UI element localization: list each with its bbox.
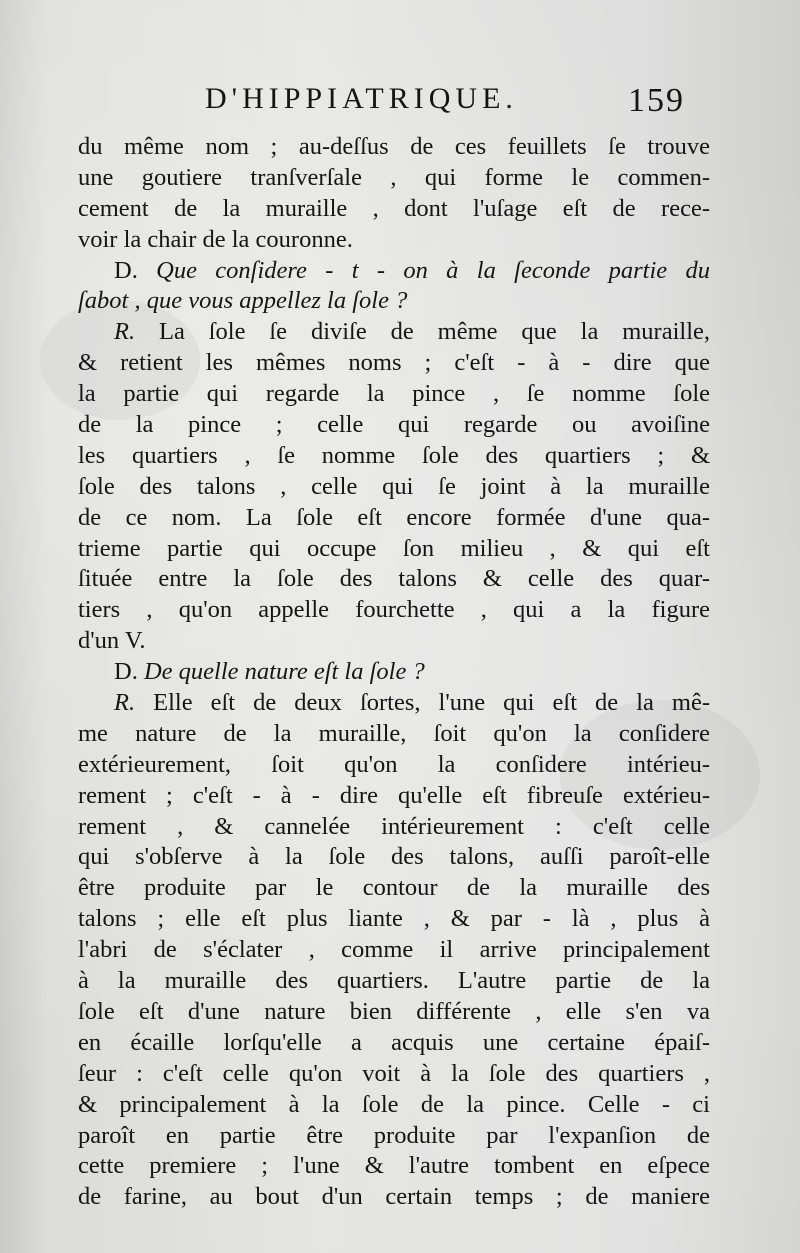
line-text: du même nom ; au-deſſus de ces feuillets ſe trouve [78, 133, 710, 160]
line-text: la partie qui regarde la pince , ſe nomme ſole [78, 380, 710, 408]
answer-label: R. [114, 318, 136, 346]
text-line [78, 750, 710, 781]
line-text: rement ; c'eſt - à - dire qu'elle eſt fibreuſe extérieu- [78, 781, 710, 809]
text-line [78, 503, 710, 534]
line-text: Elle eſt de deux ſortes, l'une qui eſt de la mê- [153, 689, 710, 717]
text-line [78, 472, 710, 503]
line-text: d'un V. [78, 627, 146, 655]
text-line [78, 534, 710, 565]
text-line [78, 781, 710, 812]
answer-label: R. [114, 689, 136, 717]
line-text: de farine, au bout d'un certain temps ; de maniere [78, 1183, 710, 1211]
line-text: & principalement à la ſole de la pince. Celle - ci [78, 1090, 710, 1118]
line-text: De quelle nature eſt la ſole ? [143, 658, 425, 686]
text-line [78, 904, 710, 935]
text-line [78, 225, 710, 256]
line-text: ſeur : c'eſt celle qu'on voit à la ſole des quartiers , [78, 1059, 710, 1087]
text-line [78, 286, 710, 317]
question-label: D. [114, 256, 138, 284]
text-line [78, 595, 710, 626]
text-line [78, 966, 710, 997]
line-text: les quartiers , ſe nomme ſole des quartiers ; & [78, 441, 710, 469]
text-line [78, 1182, 710, 1213]
text-line [78, 997, 710, 1028]
text-line [78, 1090, 710, 1121]
line-text: trieme partie qui occupe ſon milieu , & qui eſt [78, 534, 710, 562]
text-line [78, 873, 710, 904]
line-text: paroît en partie être produite par l'expanſion de [78, 1121, 710, 1149]
line-text: l'abri de s'éclater , comme il arrive principalement [78, 936, 710, 964]
line-text: talons ; elle eſt plus liante , & par - là , plus à [78, 905, 710, 933]
line-text: rement , & cannelée intérieurement : c'eſt celle [78, 812, 710, 840]
text-line [78, 935, 710, 966]
line-text: ſituée entre la ſole des talons & celle des quar- [78, 565, 710, 593]
line-text: tiers , qu'on appelle fourchette , qui a la figure [78, 596, 710, 624]
body-text [78, 132, 710, 1213]
page-number: 159 [628, 82, 685, 119]
line-text: La ſole ſe diviſe de même que la muraille, [159, 318, 711, 346]
text-line [78, 719, 710, 750]
text-line [78, 1059, 710, 1090]
running-head: D'HIPPIATRIQUE. [205, 82, 518, 115]
text-line [78, 1028, 710, 1059]
line-text: de ce nom. La ſole eſt encore formée d'une qua- [78, 503, 710, 531]
line-text: être produite par le contour de la muraille des [78, 874, 710, 902]
line-text: extérieurement, ſoit qu'on la conſidere intérieu- [78, 750, 710, 778]
text-line [78, 163, 710, 194]
text-line [78, 1151, 710, 1182]
line-text: de la pince ; celle qui regarde ou avoiſine [78, 411, 710, 439]
text-line [78, 626, 710, 657]
text-line [78, 657, 710, 688]
text-line [78, 410, 710, 441]
text-line [78, 441, 710, 472]
text-line [78, 379, 710, 410]
page-header [0, 82, 800, 122]
line-text: une goutiere tranſverſale , qui forme le commen- [78, 163, 710, 191]
question-label: D. [114, 658, 138, 686]
line-text: en écaille lorſqu'elle a acquis une certaine épaiſ- [78, 1028, 710, 1056]
text-line [78, 256, 710, 287]
line-text: ſole eſt d'une nature bien différente , elle s'en va [78, 997, 710, 1025]
text-line [78, 688, 710, 719]
text-line [78, 317, 710, 348]
text-line [78, 1121, 710, 1152]
line-text: & retient les mêmes noms ; c'eſt - à - dire que [78, 349, 710, 377]
line-text: cette premiere ; l'une & l'autre tombent en eſpece [78, 1152, 710, 1180]
text-line [78, 132, 710, 163]
text-line [78, 812, 710, 843]
line-text: cement de la muraille , dont l'uſage eſt de rece- [78, 194, 710, 222]
text-line [78, 348, 710, 379]
line-text: à la muraille des quartiers. L'autre partie de la [78, 967, 710, 995]
line-text: qui s'obſerve à la ſole des talons, auſſi paroît-elle [78, 843, 710, 871]
text-line [78, 564, 710, 595]
text-line [78, 194, 710, 225]
line-text: Que conſidere - t - on à la ſeconde partie du [156, 256, 710, 284]
line-text: ſole des talons , celle qui ſe joint à la muraille [78, 472, 710, 500]
line-text: me nature de la muraille, ſoit qu'on la conſidere [78, 719, 710, 747]
line-text: voir la chair de la couronne. [78, 225, 353, 253]
line-text: ſabot , que vous appellez la ſole ? [78, 287, 408, 315]
text-line [78, 842, 710, 873]
